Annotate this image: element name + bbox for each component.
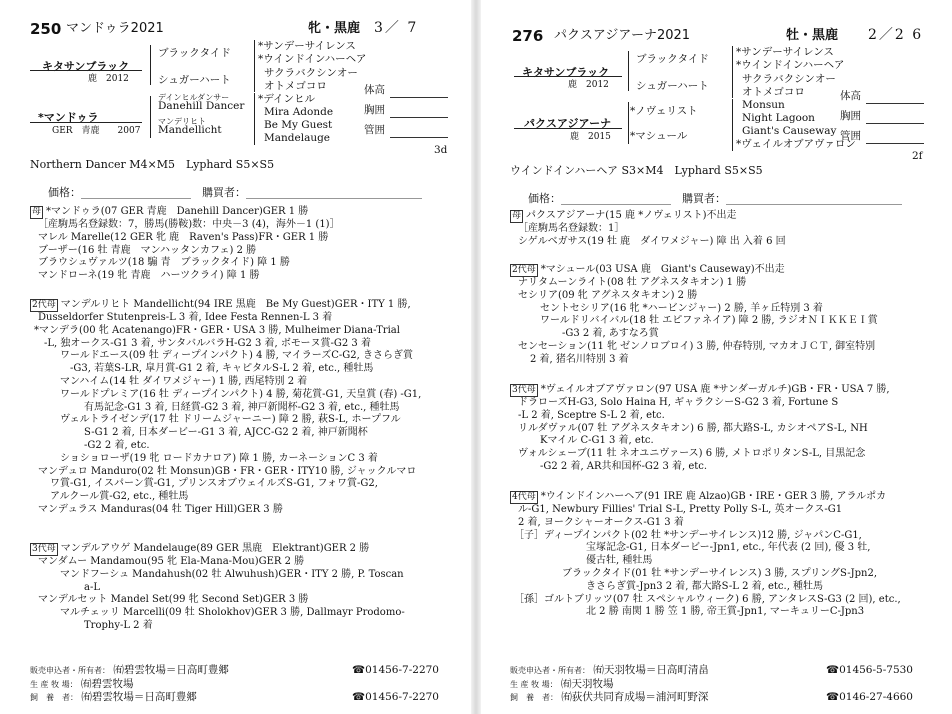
ssd: *ウインドインハーヘア bbox=[258, 53, 367, 65]
second-dam-section bbox=[30, 299, 421, 517]
footer-owner-tel: ☎01456-7-2270 bbox=[352, 664, 439, 676]
dds: Be My Guest bbox=[264, 119, 333, 131]
sss: *サンデーサイレンス bbox=[736, 46, 834, 58]
sds: サクラバクシンオー bbox=[742, 73, 836, 85]
body-height-label: 体高 bbox=[840, 90, 861, 102]
foal-line: シゲルベガサス(19 牡 鹿 ダイワメジャー) 障 出 入着 6 回 bbox=[518, 235, 786, 247]
entry-line: マンドフーシュ Mandahush(02 牡 Alwuhush)GER・ITY 2 勝, P. Toscan bbox=[60, 568, 404, 580]
entry-line: -L 2 着, Sceptre S-L 2 着, etc. bbox=[518, 409, 665, 421]
chest-label: 胸囲 bbox=[840, 110, 861, 122]
entry-line: S-G1 2 着, 日本ダービー-G1 3 着, AJCC-G2 2 着, 神戸新聞杯 bbox=[84, 427, 368, 439]
entry-line: センセーション(11 牝 ゼンノロブロイ) 3 勝, 仲春特別, マカオＪＣＴ, 御室特別 bbox=[518, 340, 876, 352]
sire-dam: シュガーハート bbox=[636, 80, 709, 92]
dam-dam-kana: マンデリヒト bbox=[158, 117, 206, 126]
sdd: オトメゴコロ bbox=[264, 80, 327, 92]
dam-dam: Mandellicht bbox=[158, 124, 222, 136]
foal-line: ブラウシュヴァルツ(18 騸 青 ブラックタイド) 障 1 勝 bbox=[38, 257, 290, 269]
right-page bbox=[476, 0, 952, 714]
dsd: Mira Adonde bbox=[264, 106, 334, 118]
entry-line: ヴォルシェーブ(11 牡 ネオユニヴァース) 6 勝, メトロポリタンS-L, 目黒記念 bbox=[518, 448, 866, 460]
chest-label: 胸囲 bbox=[364, 104, 385, 116]
dss: Monsun bbox=[742, 99, 785, 111]
dam-info: 鹿 2015 bbox=[570, 132, 611, 142]
dsd: Night Lagoon bbox=[742, 112, 815, 124]
sss: *サンデーサイレンス bbox=[258, 40, 356, 52]
dam-section bbox=[30, 206, 340, 283]
dam-line: パクスアジアーナ(15 鹿 *ノヴェリスト)不出走 bbox=[526, 210, 737, 221]
sire-dam: シュガーハート bbox=[158, 74, 231, 86]
entry-line: アルクール賞-G2, etc., 種牡馬 bbox=[50, 491, 189, 503]
section-tag: 2代母 bbox=[512, 265, 536, 275]
entry-line: セントセシリア(16 牝 *ハービンジャー) 2 勝, 羊ヶ丘特別 3 着 bbox=[540, 302, 823, 314]
entry-line: マンデルセット Mandel Set(99 牝 Second Set)GER 3 勝 bbox=[38, 594, 309, 606]
footer-keeper: 飼 養 者： ㈲荻伏共同育成場＝浦河町野深 bbox=[510, 691, 709, 703]
price-line: 価格：____________________ 購買者：________________________________ bbox=[528, 192, 902, 205]
sds: サクラバクシンオー bbox=[264, 67, 358, 79]
footer-keeper-tel: ☎01456-7-2270 bbox=[352, 691, 439, 703]
entry-line: Kマイル C-G1 3 着, etc. bbox=[540, 435, 654, 447]
footer-owner: 販売申込者・所有者： ㈲天羽牧場＝日高町清畠 bbox=[510, 664, 709, 676]
entry-line: -G2 2 着, etc. bbox=[84, 439, 150, 451]
entry-line: マンデュラス Manduras(04 牡 Tiger Hill)GER 3 勝 bbox=[38, 503, 283, 515]
dam-section bbox=[510, 210, 786, 249]
entry-line: マンハイム(14 牡 ダイワメジャー) 1 勝, 西尾特別 2 着 bbox=[60, 375, 308, 387]
fourth-dam-section bbox=[510, 491, 901, 619]
grandchild-label: ［孫］ bbox=[514, 593, 544, 605]
entry-line: *マンデラ(00 牝 Acatenango)FR・GER・USA 3 勝, Mulheimer Diana-Trial bbox=[34, 324, 400, 336]
section-tag: 3代母 bbox=[32, 544, 56, 554]
footer-breeder: 生 産 牧 場： ㈲天羽牧場 bbox=[510, 678, 614, 690]
entry-line: ディープインパクト(02 牡 *サンデーサイレンス)12 勝, ジャパンC-G1, bbox=[544, 529, 862, 541]
entry-line: ル-G1, Newbury Fillies' Trial S-L, Pretty Polly S-L, 英オークス-G1 bbox=[518, 504, 843, 515]
sire-info: 鹿 2012 bbox=[88, 74, 129, 84]
entry-line: ドラローズH-G3, Solo Haina H, ギャラクシーS-G2 3 着, Fortune S bbox=[518, 397, 839, 408]
entry-line: *ヴェイルオブアヴァロン(97 USA 鹿 *サンダーガルチ)GB・FR・USA 7 勝, bbox=[540, 384, 890, 395]
inbreeding: ウインドインハーヘア S3×M4 Lyphard S5×S5 bbox=[510, 164, 763, 177]
footer-keeper-tel: ☎0146-27-4660 bbox=[826, 691, 913, 703]
dam-sire: Danehill Dancer bbox=[158, 100, 245, 112]
price-line: 価格：____________________ 購買者：________________________________ bbox=[48, 186, 422, 199]
ddd: Mandelauge bbox=[264, 132, 331, 144]
entry-line: マンダムー Mandamou(95 牝 Ela-Mana-Mou)GER 2 勝 bbox=[38, 556, 305, 567]
entry-line: 北 2 勝 南関 1 勝 笠 1 勝, 帝王賞-Jpn1, マーキュリーC-Jpn3 bbox=[586, 606, 865, 618]
entry-line: -G3, 若葉S-LR, 皐月賞-G1 2 着, キャピタルS-L 2 着, etc., 種牡馬 bbox=[70, 363, 374, 375]
note-right: 2f bbox=[912, 150, 923, 162]
dam-stats: ［産駒馬名登録数：7，勝馬(勝鞍)数：中央－3 (4)，海外－1 (1)］ bbox=[38, 219, 340, 230]
sdd: オトメゴコロ bbox=[742, 86, 805, 98]
entry-line: 宝塚記念-G1, 日本ダービー-Jpn1, etc., 年代表 (2 回), 優 3 牡, bbox=[586, 542, 871, 554]
cannon-label: 管囲 bbox=[364, 124, 385, 136]
dam-name: *マンドゥラ bbox=[38, 111, 99, 124]
sire-name: キタサンブラック bbox=[42, 60, 130, 73]
entry-line: ブラックタイド(01 牡 *サンデーサイレンス) 3 勝, スプリングS-Jpn2, bbox=[562, 567, 877, 579]
entry-line: ワールドプレミア(16 牡 ディープインパクト) 4 勝, 菊花賞-G1, 天皇賞 (春) -G1, bbox=[60, 388, 422, 400]
entry-line: 優古牡, 種牡馬 bbox=[586, 555, 653, 567]
horse-name: マンドゥラ2021 bbox=[66, 21, 164, 36]
sex-color: 牡・黒鹿 bbox=[786, 28, 839, 43]
entry-line: a-L bbox=[84, 581, 100, 593]
entry-line: 2 着, ヨークシャーオークス-G1 3 着 bbox=[518, 516, 684, 528]
footer-owner: 販売申込者・所有者： ㈲碧雲牧場＝日高町豊郷 bbox=[30, 664, 229, 676]
entry-line: -G2 2 着, AR共和国杯-G2 3 着, etc. bbox=[540, 460, 708, 472]
note-right: 3d bbox=[434, 144, 448, 156]
sire-info: 鹿 2012 bbox=[568, 80, 609, 90]
sire-sire: ブラックタイド bbox=[636, 53, 709, 65]
foal-line: ブーザー(16 牡 青鹿 マンハッタンカフェ) 2 勝 bbox=[38, 244, 257, 256]
entry-line: きさらぎ賞-Jpn3 2 着, 都大路S-L 2 着, etc., 種牡馬 bbox=[586, 580, 824, 592]
entry-line: -G3 2 着, あすなろ賞 bbox=[562, 328, 659, 340]
second-dam-section bbox=[510, 264, 878, 367]
dam-dam: *マシュール bbox=[630, 130, 688, 142]
entry-line: Dusseldorfer Stutenpreis-L 3 着, Idee Festa Rennen-L 3 着 bbox=[38, 312, 333, 323]
entry-line: ワールドリバイバル(18 牡 エピファネイア) 障 2 勝, ラジオＮＩＫＫＥＩ賞 bbox=[540, 315, 878, 327]
dam-sire: *ノヴェリスト bbox=[630, 105, 698, 117]
section-tag: 母 bbox=[512, 211, 522, 221]
footer-owner-tel: ☎01456-5-7530 bbox=[826, 664, 913, 676]
ddd: *ヴェイルオブアヴァロン bbox=[736, 138, 856, 150]
entry-line: ヴェルトライゼンデ(17 牡 ドリームジャーニー) 障 2 勝, 萩S-L, ホープフル bbox=[60, 414, 401, 426]
entry-line: Trophy-L 2 着 bbox=[84, 619, 153, 631]
dam-info: GER 青鹿 2007 bbox=[52, 126, 141, 136]
lot-number: 250 bbox=[30, 20, 62, 38]
section-tag: 2代母 bbox=[32, 300, 56, 310]
entry-line: *マシュール(03 USA 鹿 Giant's Causeway)不出走 bbox=[540, 264, 785, 275]
entry-line: ショショローザ(19 牝 ロードカナロア) 障 1 勝, カーネーションC 3 着 bbox=[60, 452, 378, 464]
sire-name: キタサンブラック bbox=[522, 66, 610, 79]
lot-number: 276 bbox=[512, 27, 544, 45]
entry-line: 有馬記念-G1 3 着, 日経賞-G2 3 着, 神戸新聞杯-G2 3 着, etc., 種牡馬 bbox=[84, 401, 400, 413]
cannon-label: 管囲 bbox=[840, 130, 861, 142]
horse-name: パクスアジアーナ2021 bbox=[554, 28, 691, 43]
entry-line: ワールドエース(09 牡 ディープインパクト) 4 勝, マイラーズC-G2, きさらぎ賞 bbox=[60, 350, 413, 362]
entry-line: マンデルアウゲ Mandelauge(89 GER 黒鹿 Elektrant)GER 2 勝 bbox=[60, 543, 370, 554]
section-tag: 母 bbox=[32, 207, 42, 217]
ssd: *ウインドインハーヘア bbox=[736, 59, 845, 71]
entry-line: セシリア(09 牝 アグネスタキオン) 2 勝 bbox=[518, 289, 698, 301]
body-height-label: 体高 bbox=[364, 84, 385, 96]
entry-line: ワ賞-G1, イスパーン賞-G1, プリンスオブウェイルズS-G1, フォワ賞-G2, bbox=[50, 478, 378, 490]
birth-date: 3／ 7 bbox=[374, 20, 419, 36]
child-label: ［子］ bbox=[514, 529, 544, 541]
entry-line: マルチェッリ Marcelli(09 牡 Sholokhov)GER 3 勝, Dallmayr Prodomo- bbox=[60, 607, 405, 619]
entry-line: *ウインドインハーヘア(91 IRE 鹿 Alzao)GB・IRE・GER 3 勝, アラルポカ bbox=[540, 491, 887, 502]
entry-line: ゴルトブリッツ(07 牡 スペシャルウィーク) 6 勝, アンタレスS-G3 (2 回), etc., bbox=[544, 593, 901, 605]
dam-sire-kana: デインヒルダンサー bbox=[158, 93, 230, 102]
sire-sire: ブラックタイド bbox=[158, 47, 231, 59]
birth-date: 2／2 6 bbox=[868, 27, 924, 43]
dds: Giant's Causeway bbox=[742, 125, 837, 137]
third-dam-section bbox=[510, 384, 890, 474]
entry-line: マンデュロ Manduro(02 牡 Monsun)GB・FR・GER・ITY10 勝, ジャックルマロ bbox=[38, 465, 417, 477]
dam-name: パクスアジアーナ bbox=[524, 117, 612, 130]
section-tag: 3代母 bbox=[512, 385, 536, 395]
dam-stats: ［産駒馬名登録数：1］ bbox=[518, 223, 625, 234]
third-dam-section bbox=[30, 543, 405, 633]
entry-line: 2 着, 猪名川特別 3 着 bbox=[530, 353, 629, 365]
dam-line: *マンドゥラ(07 GER 青鹿 Danehill Dancer)GER 1 勝 bbox=[46, 206, 309, 217]
entry-line: マンデルリヒト Mandellicht(94 IRE 黒鹿 Be My Guest)GER・ITY 1 勝, bbox=[60, 299, 411, 310]
footer-keeper: 飼 養 者： ㈲碧雲牧場＝日高町豊郷 bbox=[30, 691, 197, 703]
foal-line: マレル Marelle(12 GER 牝 鹿 Raven's Pass)FR・GER 1 勝 bbox=[38, 231, 329, 243]
entry-line: リルダヴァル(07 牡 アグネスタキオン) 6 勝, 都大路S-L, カシオペアS-L, NH bbox=[518, 422, 868, 434]
footer-breeder: 生 産 牧 場： ㈲碧雲牧場 bbox=[30, 678, 134, 690]
foal-line: マンドローネ(19 牝 青鹿 ハーツクライ) 障 1 勝 bbox=[38, 270, 260, 282]
entry-line: -L, 独オークス-G1 3 着, サンタバルバラH-G2 3 着, ボモーヌ賞-G2 3 着 bbox=[44, 337, 371, 349]
entry-line: ナリタムーンライト(08 牡 アグネスタキオン) 1 勝 bbox=[518, 277, 747, 288]
inbreeding: Northern Dancer M4×M5 Lyphard S5×S5 bbox=[30, 158, 275, 171]
dss: *デインヒル bbox=[258, 93, 316, 105]
section-tag: 4代母 bbox=[512, 492, 536, 502]
sex-color: 牝・黒鹿 bbox=[308, 21, 361, 36]
